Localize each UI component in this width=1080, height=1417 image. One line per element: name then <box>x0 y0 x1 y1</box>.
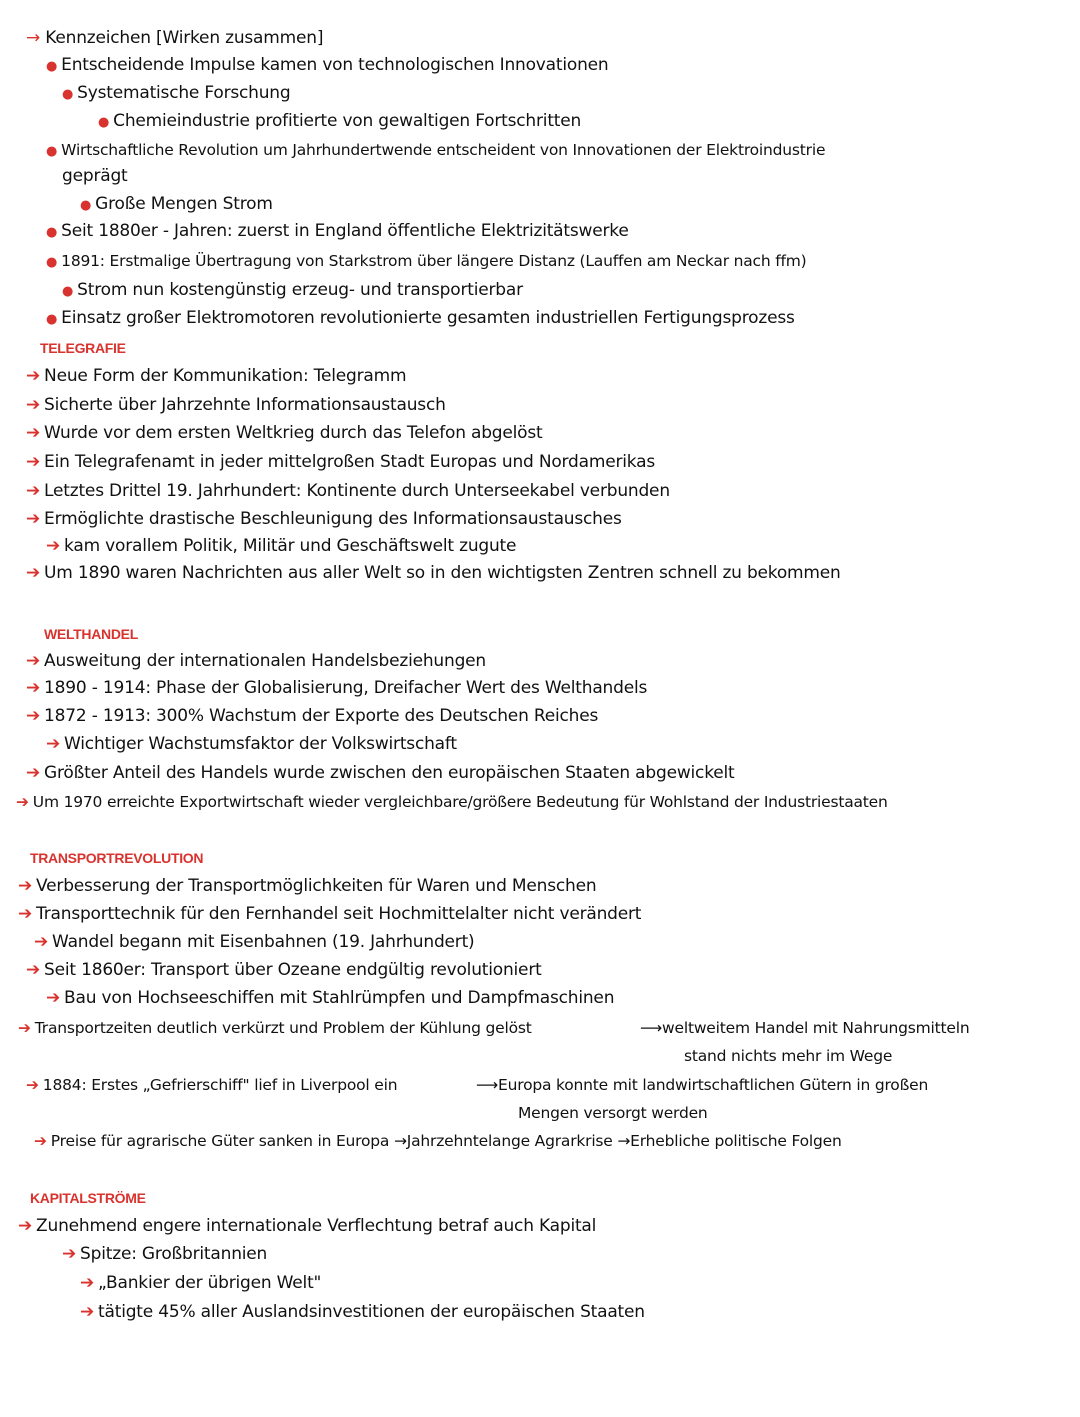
intro-line: ● Entscheidende Impulse kamen von technologischen Innovationen <box>46 55 609 75</box>
transport-line: ➔ Transportzeiten deutlich verkürzt und Problem der Kühlung gelöst <box>18 1019 532 1037</box>
arrow-icon: ➔ <box>26 366 41 386</box>
section-heading-telegrafie: TELEGRAFIE <box>40 340 126 356</box>
intro-line: ● Seit 1880er - Jahren: zuerst in England öffentliche Elektrizitätswerke <box>46 221 629 241</box>
arrow-icon: ➔ <box>26 706 41 726</box>
intro-line: ● 1891: Erstmalige Übertragung von Starkstrom über längere Distanz (Lauffen am Neckar nach ffm) <box>46 252 807 270</box>
arrow-icon: ➔ <box>18 904 33 924</box>
section-heading-transport: TRANSPORTREVOLUTION <box>30 850 204 866</box>
intro-line: ● Strom nun kostengünstig erzeug- und transportierbar <box>62 280 523 300</box>
arrow-icon: → <box>617 1132 631 1150</box>
bullet-icon: ● <box>46 255 58 270</box>
intro-line-continued: geprägt <box>62 166 128 186</box>
intro-line: ● Einsatz großer Elektromotoren revolutionierte gesamten industriellen Fertigungsprozess <box>46 308 795 328</box>
arrow-icon: ➔ <box>26 509 41 529</box>
transport-line: ➔ Preise für agrarische Güter sanken in Europa →Jahrzehntelange Agrarkrise →Erhebliche politische Folgen <box>34 1132 842 1150</box>
arrow-icon: ➔ <box>26 960 41 980</box>
kapital-line: ➔ „Bankier der übrigen Welt" <box>80 1273 322 1293</box>
arrow-icon: ➔ <box>26 651 41 671</box>
intro-line: ● Systematische Forschung <box>62 83 291 103</box>
bullet-icon: ● <box>62 87 74 102</box>
telegrafie-line: ➔ Um 1890 waren Nachrichten aus aller Welt so in den wichtigsten Zentren schnell zu bekommen <box>26 563 841 583</box>
transport-line: ➔ Wandel begann mit Eisenbahnen (19. Jahrhundert) <box>34 932 475 952</box>
bullet-icon: ● <box>46 312 58 327</box>
intro-line: ● Wirtschaftliche Revolution um Jahrhundertwende entscheident von Innovationen der Elektroindustrie <box>46 141 826 159</box>
arrow-icon: ➔ <box>80 1273 95 1293</box>
telegrafie-line: ➔ Neue Form der Kommunikation: Telegramm <box>26 366 407 386</box>
bullet-icon: ● <box>46 59 58 74</box>
long-arrow-icon: ⟶ <box>476 1076 499 1094</box>
bullet-icon: ● <box>98 115 110 130</box>
transport-line: ➔ Transporttechnik für den Fernhandel seit Hochmittelalter nicht verändert <box>18 904 642 924</box>
arrow-icon: ➔ <box>46 536 61 556</box>
transport-line: ⟶Europa konnte mit landwirtschaftlichen Gütern in großen <box>476 1076 929 1094</box>
arrow-icon: ➔ <box>26 423 41 443</box>
kapital-line: ➔ Spitze: Großbritannien <box>62 1244 268 1264</box>
arrow-icon: ➔ <box>46 988 61 1008</box>
bullet-icon: ● <box>62 284 74 299</box>
arrow-icon: ➔ <box>18 1216 33 1236</box>
transport-line: ➔ Verbesserung der Transportmöglichkeiten für Waren und Menschen <box>18 876 597 896</box>
arrow-icon: ➔ <box>80 1302 95 1322</box>
telegrafie-line: ➔ Sicherte über Jahrzehnte Informationsaustausch <box>26 395 446 415</box>
transport-line: ➔ 1884: Erstes „Gefrierschiff" lief in Liverpool ein <box>26 1076 398 1094</box>
bullet-icon: ● <box>80 198 92 213</box>
arrow-icon: ➔ <box>34 932 49 952</box>
telegrafie-line: ➔ kam vorallem Politik, Militär und Geschäftswelt zugute <box>46 536 517 556</box>
transport-line: ➔ Seit 1860er: Transport über Ozeane endgültig revolutioniert <box>26 960 542 980</box>
long-arrow-icon: ⟶ <box>640 1019 663 1037</box>
telegrafie-line: ➔ Letztes Drittel 19. Jahrhundert: Kontinente durch Unterseekabel verbunden <box>26 481 670 501</box>
arrow-icon: ➔ <box>16 793 29 811</box>
arrow-icon: ➔ <box>26 481 41 501</box>
bullet-icon: ● <box>46 144 58 159</box>
welthandel-line: ➔ 1890 - 1914: Phase der Globalisierung, Dreifacher Wert des Welthandels <box>26 678 648 698</box>
section-heading-welthandel: WELTHANDEL <box>44 626 138 642</box>
welthandel-line: ➔ Wichtiger Wachstumsfaktor der Volkswirtschaft <box>46 734 457 754</box>
transport-line: ➔ Bau von Hochseeschiffen mit Stahlrümpfen und Dampfmaschinen <box>46 988 615 1008</box>
arrow-icon: ➔ <box>26 763 41 783</box>
welthandel-line: ➔ 1872 - 1913: 300% Wachstum der Exporte des Deutschen Reiches <box>26 706 599 726</box>
welthandel-line: ➔ Um 1970 erreichte Exportwirtschaft wieder vergleichbare/größere Bedeutung für Wohlstand der Industriestaaten <box>16 793 888 811</box>
arrow-icon: → <box>26 28 41 48</box>
transport-line: ⟶weltweitem Handel mit Nahrungsmitteln <box>640 1019 970 1037</box>
bullet-icon: ● <box>46 225 58 240</box>
kapital-line: ➔ tätigte 45% aller Auslandsinvestitionen der europäischen Staaten <box>80 1302 645 1322</box>
arrow-icon: ➔ <box>34 1132 47 1150</box>
arrow-icon: ➔ <box>26 452 41 472</box>
arrow-icon: ➔ <box>18 1019 31 1037</box>
arrow-icon: ➔ <box>46 734 61 754</box>
intro-title-line <box>26 28 323 48</box>
transport-line-continued: stand nichts mehr im Wege <box>684 1047 893 1065</box>
intro-line: ● Chemieindustrie profitierte von gewaltigen Fortschritten <box>98 111 582 131</box>
intro-line: ● Große Mengen Strom <box>80 194 273 214</box>
arrow-icon: ➔ <box>62 1244 77 1264</box>
arrow-icon: ➔ <box>26 678 41 698</box>
arrow-icon: ➔ <box>26 563 41 583</box>
section-heading-kapital: KAPITALSTRÖME <box>30 1190 146 1206</box>
arrow-icon: → <box>393 1132 407 1150</box>
welthandel-line: ➔ Ausweitung der internationalen Handelsbeziehungen <box>26 651 487 671</box>
telegrafie-line: ➔ Ein Telegrafenamt in jeder mittelgroßen Stadt Europas und Nordamerikas <box>26 452 656 472</box>
kapital-line: ➔ Zunehmend engere internationale Verflechtung betraf auch Kapital <box>18 1216 597 1236</box>
arrow-icon: ➔ <box>18 876 33 896</box>
arrow-icon: ➔ <box>26 1076 39 1094</box>
welthandel-line: ➔ Größter Anteil des Handels wurde zwischen den europäischen Staaten abgewickelt <box>26 763 735 783</box>
arrow-icon: ➔ <box>26 395 41 415</box>
transport-line-continued: Mengen versorgt werden <box>518 1104 708 1122</box>
telegrafie-line: ➔ Wurde vor dem ersten Weltkrieg durch das Telefon abgelöst <box>26 423 543 443</box>
intro-title: Kennzeichen [Wirken zusammen] <box>45 28 324 48</box>
telegrafie-line: ➔ Ermöglichte drastische Beschleunigung des Informationsaustausches <box>26 509 622 529</box>
